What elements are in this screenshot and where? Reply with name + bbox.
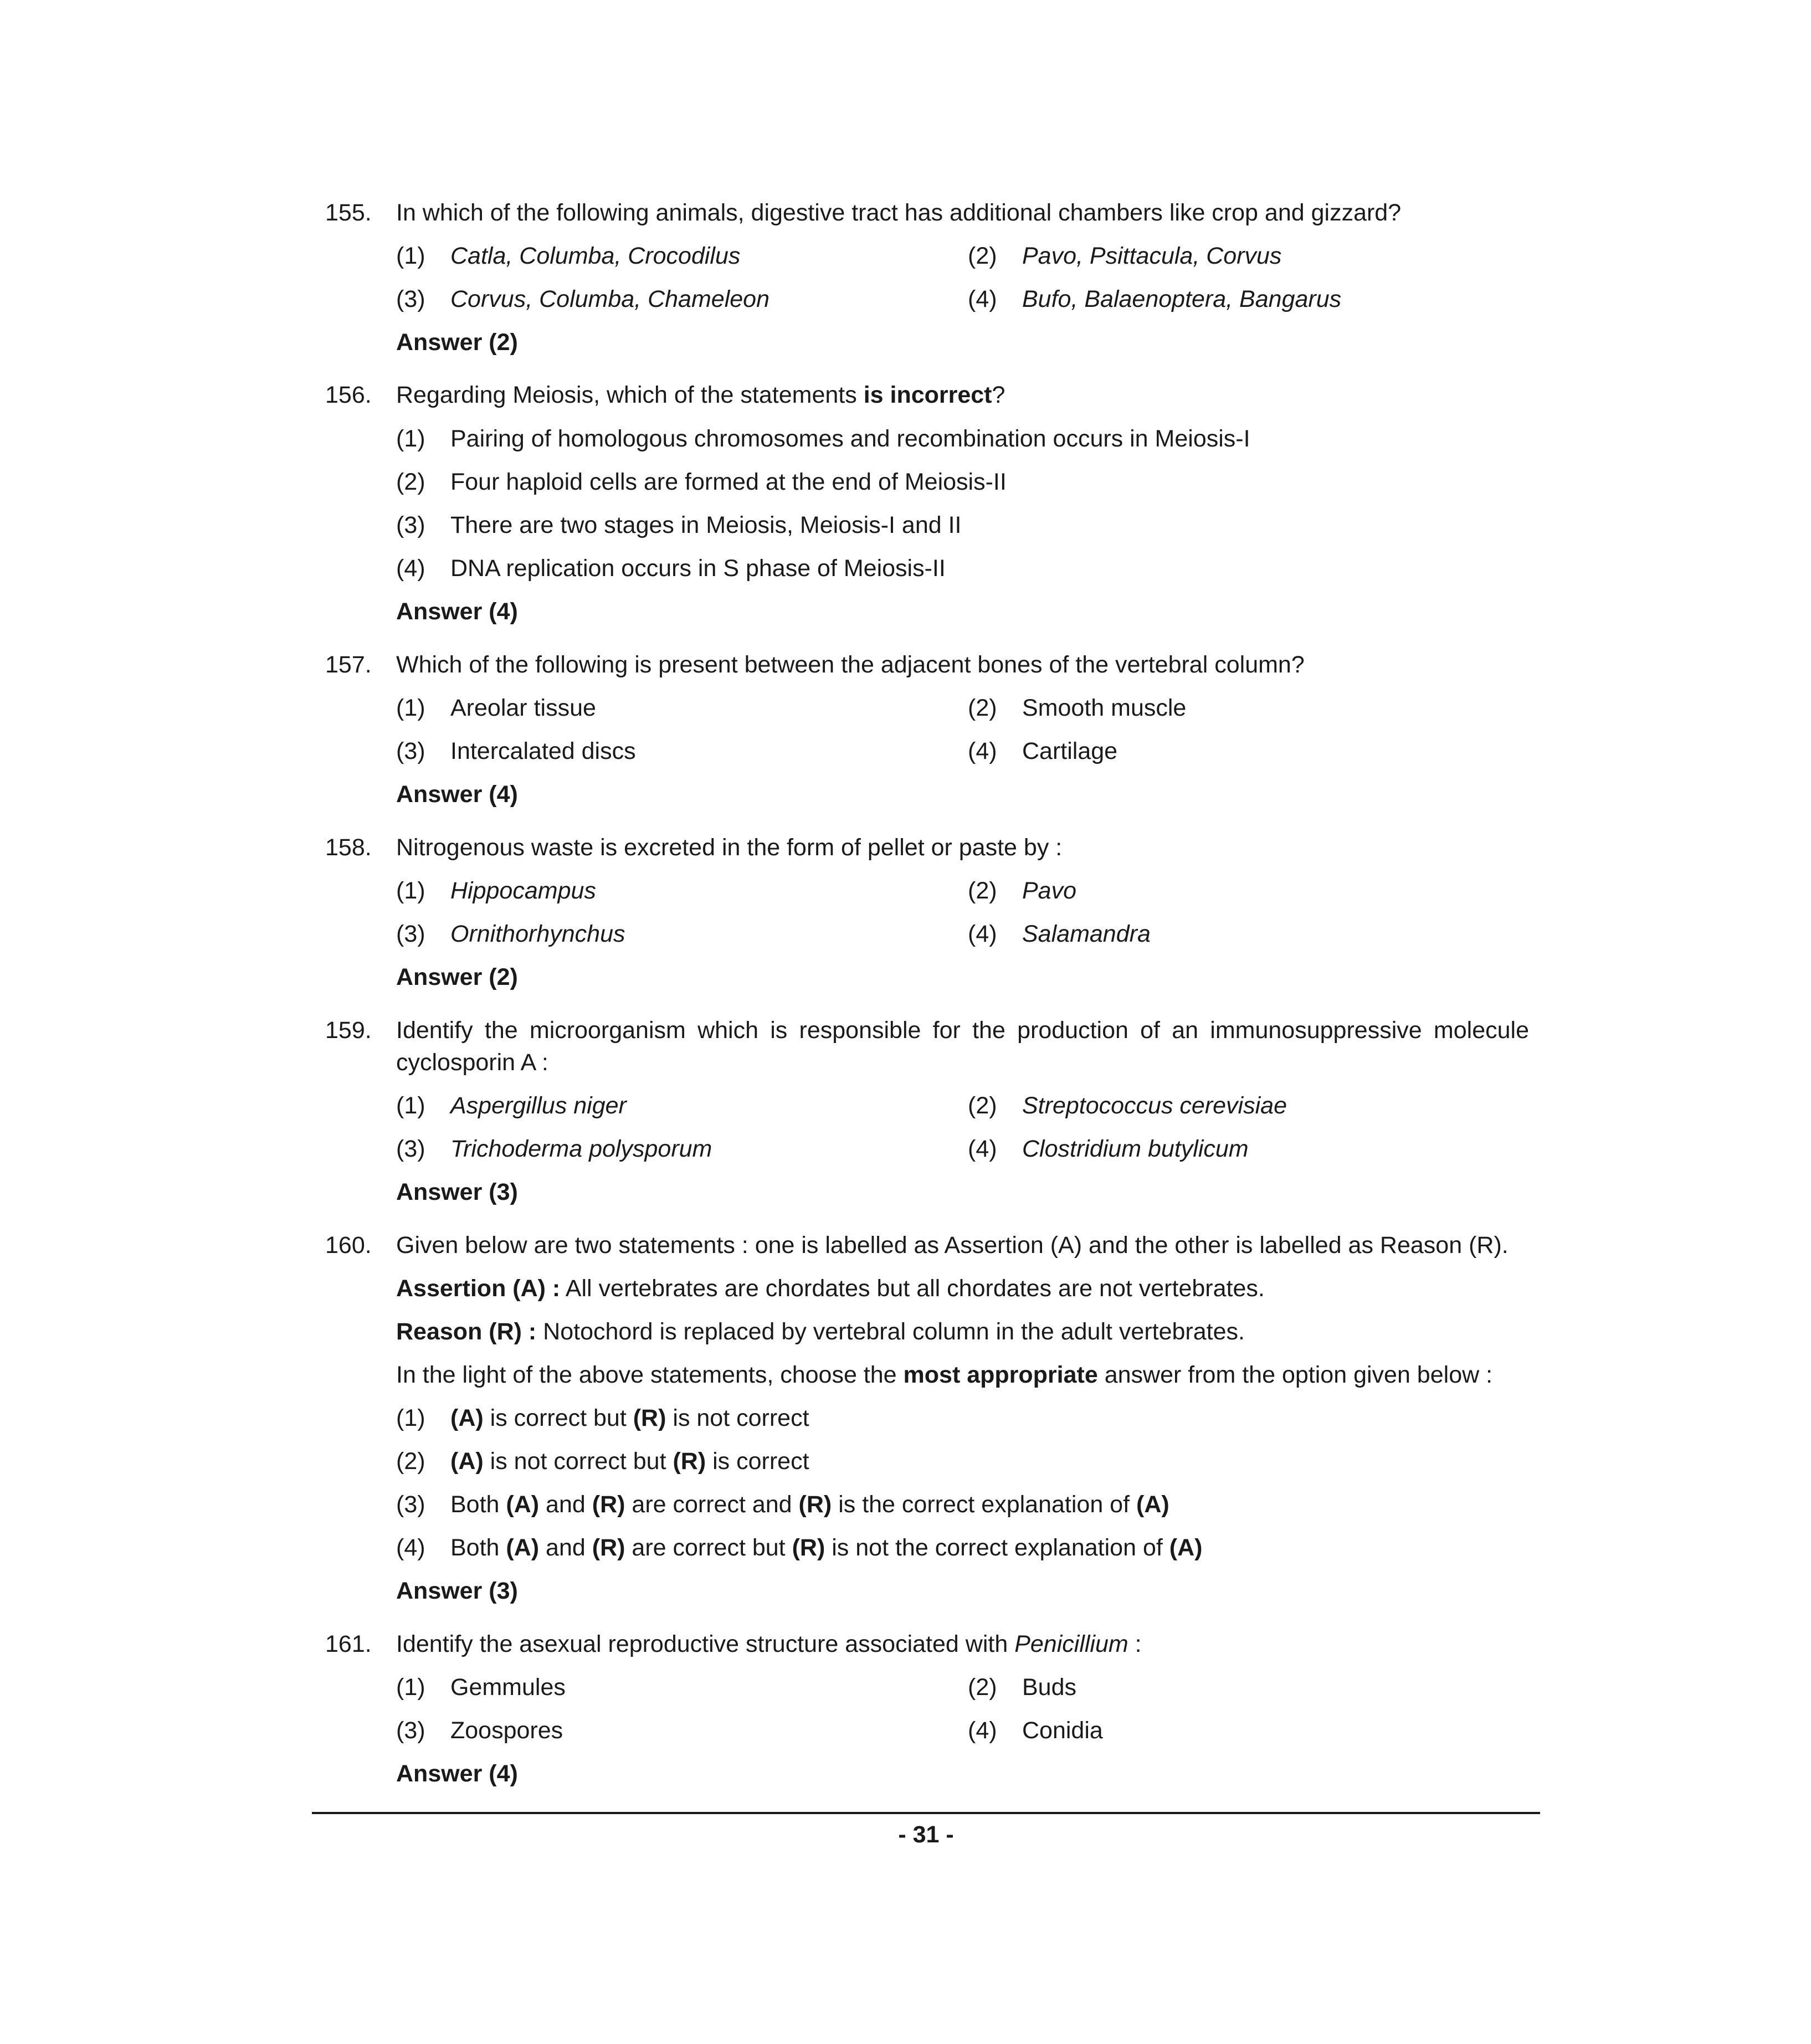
reason-label: Reason (R) :	[396, 1318, 537, 1345]
option-text: Conidia	[1022, 1717, 1103, 1744]
option-text: Pavo, Psittacula, Corvus	[1022, 243, 1282, 269]
question-number: 155.	[325, 199, 372, 226]
option-number: (4)	[968, 1717, 997, 1744]
option-4	[396, 552, 946, 584]
option-4	[968, 1133, 1249, 1165]
option-text-part: (A)	[506, 1534, 540, 1561]
option-text-part: is not correct	[666, 1405, 809, 1431]
question-number: 161.	[325, 1631, 372, 1657]
option-text: Ornithorhynchus	[450, 921, 625, 947]
option-3	[396, 1488, 1169, 1521]
option-1	[396, 240, 740, 272]
question-text: In which of the following animals, digestive tract has additional chambers like crop and gizzard?	[396, 199, 1402, 226]
question-number: 158.	[325, 834, 372, 861]
answer: Answer (4)	[396, 781, 518, 808]
option-3	[396, 1714, 563, 1747]
option-number: (3)	[396, 512, 425, 538]
option-number: (3)	[396, 738, 425, 764]
option-text-part: is not the correct explanation of	[825, 1534, 1169, 1561]
option-number: (3)	[396, 1717, 425, 1744]
option-text: Cartilage	[1022, 738, 1118, 764]
option-text-part: (R)	[673, 1448, 706, 1475]
option-2	[968, 875, 1076, 907]
answer: Answer (3)	[396, 1578, 518, 1604]
option-text: Catla, Columba, Crocodilus	[450, 243, 741, 269]
option-text: Intercalated discs	[450, 738, 636, 764]
option-number: (4)	[968, 1136, 997, 1162]
option-number: (2)	[968, 695, 997, 721]
option-number: (1)	[396, 877, 425, 904]
answer: Answer (3)	[396, 1179, 518, 1205]
question-text-part: Regarding Meiosis, which of the statements	[396, 382, 864, 408]
option-text: There are two stages in Meiosis, Meiosis-I and II	[450, 512, 962, 538]
page-number: - 31 -	[898, 1821, 954, 1848]
option-text: Bufo, Balaenoptera, Bangarus	[1022, 286, 1342, 312]
option-3	[396, 918, 625, 950]
question-number: 159.	[325, 1017, 372, 1044]
option-number: (4)	[968, 738, 997, 764]
instruction-part: answer from the option given below :	[1097, 1362, 1493, 1388]
option-text-part: is correct but	[483, 1405, 633, 1431]
option-3	[396, 735, 636, 767]
option-text: Hippocampus	[450, 877, 596, 904]
option-number: (3)	[396, 1136, 425, 1162]
option-text-part: (R)	[633, 1405, 666, 1431]
option-text: Pavo	[1022, 877, 1077, 904]
option-text-part: (R)	[792, 1534, 825, 1561]
option-number: (4)	[968, 921, 997, 947]
option-number: (4)	[968, 286, 997, 312]
option-text: Salamandra	[1022, 921, 1151, 947]
question-text: Identify the microorganism which is responsible for the production of an immunosuppressive molecule cyclosporin A :	[396, 1017, 1529, 1076]
option-text: Areolar tissue	[450, 695, 596, 721]
option-2	[396, 1445, 809, 1477]
question-text: Which of the following is present between the adjacent bones of the vertebral column?	[396, 651, 1305, 678]
option-text-part: Both	[450, 1534, 506, 1561]
option-text-part: (A)	[1136, 1491, 1169, 1518]
option-4	[968, 735, 1117, 767]
option-number: (4)	[396, 555, 425, 582]
option-text-part: (A)	[506, 1491, 540, 1518]
question-text	[396, 1628, 1529, 1660]
option-text-part: Both	[450, 1491, 506, 1518]
option-text-part: and	[539, 1534, 592, 1561]
option-1	[396, 692, 596, 724]
option-number: (1)	[396, 243, 425, 269]
option-1	[396, 1402, 809, 1434]
option-3	[396, 283, 769, 315]
question-number: 160.	[325, 1232, 372, 1259]
question-text: Given below are two statements : one is labelled as Assertion (A) and the other is labelled as Reason (R).	[396, 1232, 1509, 1259]
option-text: Zoospores	[450, 1717, 563, 1744]
option-text-part: (A)	[450, 1405, 484, 1431]
question-text-part: Identify the asexual reproductive structure associated with	[396, 1631, 1015, 1657]
option-text: Corvus, Columba, Chameleon	[450, 286, 769, 312]
option-4	[968, 1714, 1103, 1747]
option-2	[968, 1090, 1287, 1122]
option-text-part: (R)	[592, 1491, 625, 1518]
option-text-part: (A)	[1169, 1534, 1203, 1561]
option-number: (2)	[396, 1448, 425, 1475]
option-1	[396, 1671, 566, 1703]
option-number: (3)	[396, 286, 425, 312]
option-text-part: are correct and	[625, 1491, 799, 1518]
option-text: Buds	[1022, 1674, 1077, 1701]
option-2	[396, 466, 1007, 498]
option-1	[396, 875, 596, 907]
option-4	[968, 918, 1151, 950]
answer: Answer (4)	[396, 598, 518, 625]
option-text: Gemmules	[450, 1674, 566, 1701]
question-text-part: :	[1128, 1631, 1142, 1657]
option-text-part: is not correct but	[483, 1448, 673, 1475]
option-3	[396, 509, 961, 541]
answer: Answer (2)	[396, 964, 518, 990]
option-number: (3)	[396, 921, 425, 947]
option-number: (2)	[968, 1092, 997, 1119]
option-number: (1)	[396, 1092, 425, 1119]
option-text-part: and	[539, 1491, 592, 1518]
assertion-text: All vertebrates are chordates but all chordates are not vertebrates.	[560, 1275, 1265, 1302]
option-1	[396, 1090, 627, 1122]
footer-divider	[312, 1812, 1540, 1814]
answer: Answer (4)	[396, 1760, 518, 1787]
option-number: (2)	[396, 469, 425, 495]
option-number: (4)	[396, 1534, 425, 1561]
option-number: (1)	[396, 1405, 425, 1431]
answer: Answer (2)	[396, 329, 518, 356]
option-number: (2)	[968, 877, 997, 904]
reason-text: Notochord is replaced by vertebral column in the adult vertebrates.	[536, 1318, 1245, 1345]
option-text: Pairing of homologous chromosomes and recombination occurs in Meiosis-I	[450, 425, 1250, 452]
reason-statement	[396, 1316, 1245, 1348]
option-number: (1)	[396, 1674, 425, 1701]
question-number: 156.	[325, 382, 372, 408]
question-text	[396, 379, 1529, 411]
option-number: (2)	[968, 243, 997, 269]
option-2	[968, 1671, 1076, 1703]
question-text-emphasis: is incorrect	[863, 382, 992, 408]
instruction-part: In the light of the above statements, choose the	[396, 1362, 904, 1388]
option-text: Aspergillus niger	[450, 1092, 627, 1119]
option-text-part: are correct but	[625, 1534, 792, 1561]
assertion-label: Assertion (A) :	[396, 1275, 561, 1302]
option-text: Four haploid cells are formed at the end of Meiosis-II	[450, 469, 1007, 495]
question-text-italic: Penicillium	[1014, 1631, 1128, 1657]
option-text: Trichoderma polysporum	[450, 1136, 712, 1162]
option-text-part: (A)	[450, 1448, 484, 1475]
instruction-emphasis: most appropriate	[903, 1362, 1098, 1388]
option-number: (3)	[396, 1491, 425, 1518]
question-number: 157.	[325, 651, 372, 678]
option-number: (1)	[396, 425, 425, 452]
option-text-part: (R)	[592, 1534, 625, 1561]
option-text: Smooth muscle	[1022, 695, 1187, 721]
option-1	[396, 423, 1250, 455]
option-number: (1)	[396, 695, 425, 721]
option-text: Streptococcus cerevisiae	[1022, 1092, 1287, 1119]
option-text: DNA replication occurs in S phase of Meiosis-II	[450, 555, 946, 582]
instruction	[396, 1359, 1492, 1391]
option-4	[396, 1532, 1202, 1564]
question-text: Nitrogenous waste is excreted in the form of pellet or paste by :	[396, 834, 1063, 861]
question-text-part: ?	[992, 382, 1005, 408]
option-2	[968, 692, 1186, 724]
option-number: (2)	[968, 1674, 997, 1701]
option-text-part: is the correct explanation of	[832, 1491, 1136, 1518]
option-text-part: is correct	[706, 1448, 809, 1475]
option-2	[968, 240, 1281, 272]
option-text: Clostridium butylicum	[1022, 1136, 1249, 1162]
option-text-part: (R)	[798, 1491, 832, 1518]
assertion-statement	[396, 1272, 1265, 1305]
option-3	[396, 1133, 712, 1165]
option-4	[968, 283, 1341, 315]
